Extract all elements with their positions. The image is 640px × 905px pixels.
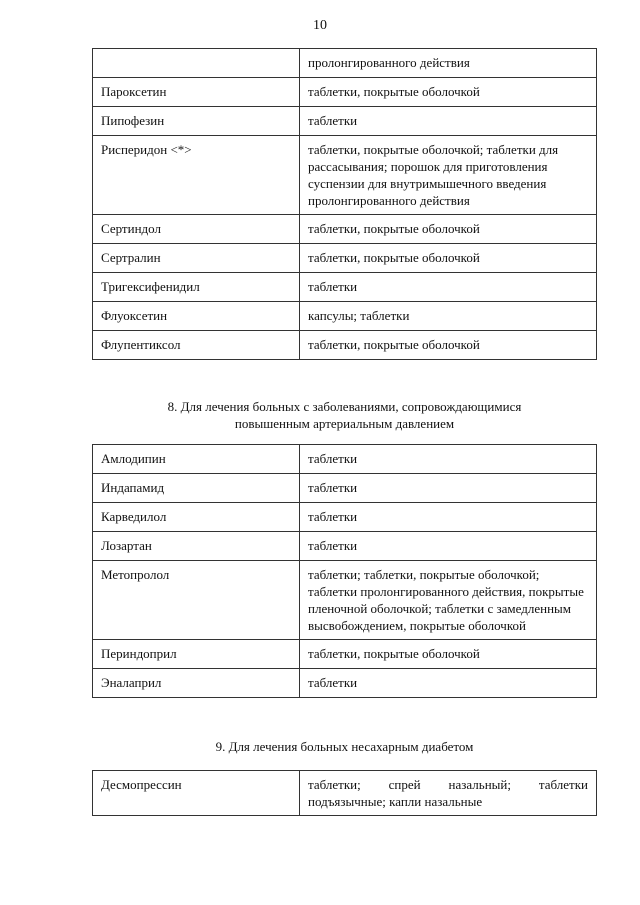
drug-name: Пароксетин [93,78,300,107]
table-row [93,445,597,474]
dosage-form: таблетки; таблетки, покрытые оболочкой; таблетки пролонгированного действия, покрытые пленочной оболочкой; таблетки с замедленным высвобождением, покрытые оболочкой [300,561,597,640]
section-heading-9 [92,738,597,755]
table-row [93,532,597,561]
dosage-form: таблетки, покрытые оболочкой [300,640,597,669]
drug-name: Индапамид [93,474,300,503]
table-row [93,331,597,360]
dosage-form: таблетки [300,273,597,302]
dosage-form: таблетки, покрытые оболочкой; таблетки для рассасывания; порошок для приготовления суспензии для внутримышечного введения пролонгированного действия [300,136,597,215]
table-row [93,78,597,107]
table-row [93,273,597,302]
table-row [93,107,597,136]
table-row [93,474,597,503]
dosage-form: капсулы; таблетки [300,302,597,331]
drug-name: Флуоксетин [93,302,300,331]
dosage-form: таблетки [300,445,597,474]
dosage-form: таблетки [300,532,597,561]
drug-name [93,49,300,78]
dosage-form: таблетки, покрытые оболочкой [300,331,597,360]
drug-name: Флупентиксол [93,331,300,360]
table-row [93,244,597,273]
dosage-form: таблетки [300,503,597,532]
drug-name: Периндоприл [93,640,300,669]
drug-name: Лозартан [93,532,300,561]
drug-name: Эналаприл [93,669,300,698]
table-row [93,136,597,215]
table-row [93,669,597,698]
drug-name: Метопролол [93,561,300,640]
dosage-form: таблетки, покрытые оболочкой [300,244,597,273]
drug-table-hypertension [92,444,597,698]
drug-table-psychiatric [92,48,597,360]
table-row [93,771,597,816]
drug-name: Сертиндол [93,215,300,244]
drug-name: Рисперидон <*> [93,136,300,215]
section-heading-line: 8. Для лечения больных с заболеваниями, сопровождающимися [167,399,522,414]
table-row [93,302,597,331]
page-number: 10 [313,18,327,33]
table-row [93,503,597,532]
drug-name: Пипофезин [93,107,300,136]
dosage-form: пролонгированного действия [300,49,597,78]
dosage-form: таблетки [300,474,597,503]
table-row [93,561,597,640]
section-heading-line: повышенным артериальным давлением [234,416,455,431]
drug-table-diabetes-insipidus [92,770,597,816]
dosage-form: таблетки, покрытые оболочкой [300,78,597,107]
section-heading-line: 9. Для лечения больных несахарным диабетом [215,739,474,754]
drug-name: Амлодипин [93,445,300,474]
drug-name: Сертралин [93,244,300,273]
dosage-form: таблетки; спрей назальный; таблетки подъязычные; капли назальные [300,771,597,816]
drug-name: Десмопрессин [93,771,300,816]
dosage-form: таблетки, покрытые оболочкой [300,215,597,244]
dosage-form: таблетки [300,669,597,698]
dosage-form: таблетки [300,107,597,136]
table-row [93,640,597,669]
section-heading-8 [92,398,597,432]
drug-name: Карведилол [93,503,300,532]
drug-name: Тригексифенидил [93,273,300,302]
table-row [93,49,597,78]
table-row [93,215,597,244]
